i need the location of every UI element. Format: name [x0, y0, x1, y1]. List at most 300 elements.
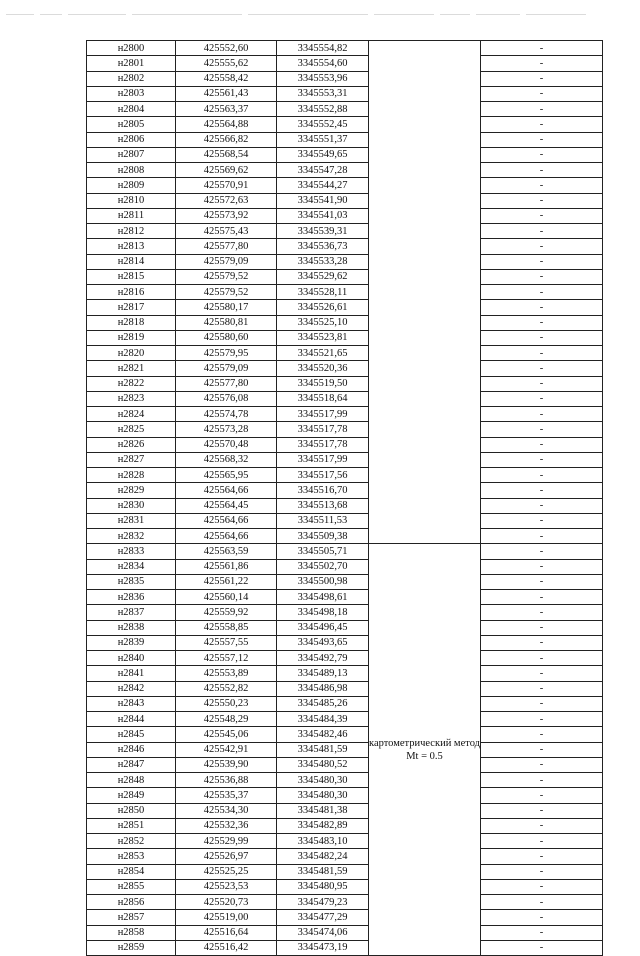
table-row [87, 147, 603, 162]
table-row [87, 193, 603, 208]
point-id-cell: н2822 [87, 376, 176, 391]
dash-cell: - [481, 620, 603, 635]
coordinates-table [86, 40, 603, 956]
dash-cell: - [481, 254, 603, 269]
point-id-cell: н2834 [87, 559, 176, 574]
x-coordinate-cell: 425561,86 [176, 559, 277, 574]
x-coordinate-cell: 425525,25 [176, 864, 277, 879]
point-id-cell: н2809 [87, 178, 176, 193]
scan-header-noise [0, 10, 640, 18]
y-coordinate-cell: 3345539,31 [277, 224, 369, 239]
x-coordinate-cell: 425566,82 [176, 132, 277, 147]
x-coordinate-cell: 425564,88 [176, 117, 277, 132]
y-coordinate-cell: 3345481,38 [277, 803, 369, 818]
point-id-cell: н2858 [87, 925, 176, 940]
x-coordinate-cell: 425516,42 [176, 940, 277, 955]
x-coordinate-cell: 425552,82 [176, 681, 277, 696]
dash-cell: - [481, 285, 603, 300]
dash-cell: - [481, 361, 603, 376]
point-id-cell: н2803 [87, 86, 176, 101]
dash-cell: - [481, 834, 603, 849]
x-coordinate-cell: 425568,54 [176, 147, 277, 162]
dash-cell: - [481, 849, 603, 864]
point-id-cell: н2812 [87, 224, 176, 239]
point-id-cell: н2846 [87, 742, 176, 757]
x-coordinate-cell: 425570,91 [176, 178, 277, 193]
point-id-cell: н2830 [87, 498, 176, 513]
dash-cell: - [481, 422, 603, 437]
x-coordinate-cell: 425569,62 [176, 163, 277, 178]
x-coordinate-cell: 425516,64 [176, 925, 277, 940]
table-row [87, 86, 603, 101]
dash-cell: - [481, 56, 603, 71]
table-row [87, 254, 603, 269]
table-row [87, 71, 603, 86]
y-coordinate-cell: 3345481,59 [277, 864, 369, 879]
y-coordinate-cell: 3345483,10 [277, 834, 369, 849]
point-id-cell: н2835 [87, 574, 176, 589]
point-id-cell: н2832 [87, 529, 176, 544]
point-id-cell: н2829 [87, 483, 176, 498]
dash-cell: - [481, 498, 603, 513]
point-id-cell: н2804 [87, 102, 176, 117]
x-coordinate-cell: 425579,95 [176, 346, 277, 361]
table-row [87, 117, 603, 132]
table-row [87, 681, 603, 696]
point-id-cell: н2839 [87, 635, 176, 650]
point-id-cell: н2816 [87, 285, 176, 300]
y-coordinate-cell: 3345482,24 [277, 849, 369, 864]
table-row [87, 498, 603, 513]
table-row [87, 849, 603, 864]
method-cell: картометрический метод Mt = 0.5 [369, 544, 481, 956]
x-coordinate-cell: 425558,42 [176, 71, 277, 86]
y-coordinate-cell: 3345529,62 [277, 269, 369, 284]
table-row [87, 361, 603, 376]
y-coordinate-cell: 3345492,79 [277, 651, 369, 666]
dash-cell: - [481, 925, 603, 940]
dash-cell: - [481, 86, 603, 101]
point-id-cell: н2815 [87, 269, 176, 284]
y-coordinate-cell: 3345552,45 [277, 117, 369, 132]
dash-cell: - [481, 163, 603, 178]
table-row [87, 635, 603, 650]
dash-cell: - [481, 315, 603, 330]
y-coordinate-cell: 3345517,78 [277, 437, 369, 452]
point-id-cell: н2854 [87, 864, 176, 879]
dash-cell: - [481, 224, 603, 239]
table-row [87, 879, 603, 894]
y-coordinate-cell: 3345519,50 [277, 376, 369, 391]
dash-cell: - [481, 300, 603, 315]
dash-cell: - [481, 940, 603, 955]
point-id-cell: н2818 [87, 315, 176, 330]
y-coordinate-cell: 3345477,29 [277, 910, 369, 925]
table-row [87, 437, 603, 452]
dash-cell: - [481, 696, 603, 711]
y-coordinate-cell: 3345551,37 [277, 132, 369, 147]
point-id-cell: н2840 [87, 651, 176, 666]
x-coordinate-cell: 425579,09 [176, 254, 277, 269]
x-coordinate-cell: 425579,52 [176, 285, 277, 300]
dash-cell: - [481, 483, 603, 498]
y-coordinate-cell: 3345496,45 [277, 620, 369, 635]
x-coordinate-cell: 425573,28 [176, 422, 277, 437]
dash-cell: - [481, 757, 603, 772]
x-coordinate-cell: 425532,36 [176, 818, 277, 833]
table-row [87, 376, 603, 391]
x-coordinate-cell: 425558,85 [176, 620, 277, 635]
x-coordinate-cell: 425535,37 [176, 788, 277, 803]
y-coordinate-cell: 3345500,98 [277, 574, 369, 589]
table-row [87, 132, 603, 147]
y-coordinate-cell: 3345547,28 [277, 163, 369, 178]
table-row [87, 346, 603, 361]
x-coordinate-cell: 425576,08 [176, 391, 277, 406]
table-row [87, 788, 603, 803]
y-coordinate-cell: 3345525,10 [277, 315, 369, 330]
y-coordinate-cell: 3345554,82 [277, 41, 369, 56]
point-id-cell: н2856 [87, 895, 176, 910]
dash-cell: - [481, 895, 603, 910]
table-row [87, 925, 603, 940]
x-coordinate-cell: 425559,92 [176, 605, 277, 620]
y-coordinate-cell: 3345517,78 [277, 422, 369, 437]
dash-cell: - [481, 590, 603, 605]
x-coordinate-cell: 425520,73 [176, 895, 277, 910]
y-coordinate-cell: 3345544,27 [277, 178, 369, 193]
y-coordinate-cell: 3345498,61 [277, 590, 369, 605]
x-coordinate-cell: 425529,99 [176, 834, 277, 849]
table-row [87, 834, 603, 849]
dash-cell: - [481, 193, 603, 208]
y-coordinate-cell: 3345482,89 [277, 818, 369, 833]
y-coordinate-cell: 3345489,13 [277, 666, 369, 681]
x-coordinate-cell: 425523,53 [176, 879, 277, 894]
x-coordinate-cell: 425564,66 [176, 483, 277, 498]
x-coordinate-cell: 425536,88 [176, 773, 277, 788]
table-row [87, 742, 603, 757]
table-row [87, 269, 603, 284]
table-row [87, 864, 603, 879]
y-coordinate-cell: 3345517,99 [277, 407, 369, 422]
y-coordinate-cell: 3345473,19 [277, 940, 369, 955]
dash-cell: - [481, 605, 603, 620]
table-row [87, 407, 603, 422]
dash-cell: - [481, 330, 603, 345]
dash-cell: - [481, 910, 603, 925]
table-row [87, 590, 603, 605]
dash-cell: - [481, 773, 603, 788]
table-row [87, 559, 603, 574]
y-coordinate-cell: 3345553,31 [277, 86, 369, 101]
y-coordinate-cell: 3345549,65 [277, 147, 369, 162]
point-id-cell: н2825 [87, 422, 176, 437]
point-id-cell: н2813 [87, 239, 176, 254]
x-coordinate-cell: 425564,66 [176, 529, 277, 544]
point-id-cell: н2833 [87, 544, 176, 559]
point-id-cell: н2838 [87, 620, 176, 635]
table-row [87, 620, 603, 635]
y-coordinate-cell: 3345482,46 [277, 727, 369, 742]
point-id-cell: н2823 [87, 391, 176, 406]
table-row [87, 803, 603, 818]
x-coordinate-cell: 425580,17 [176, 300, 277, 315]
x-coordinate-cell: 425570,48 [176, 437, 277, 452]
y-coordinate-cell: 3345479,23 [277, 895, 369, 910]
table-row [87, 910, 603, 925]
table-row [87, 224, 603, 239]
y-coordinate-cell: 3345480,52 [277, 757, 369, 772]
table-row [87, 651, 603, 666]
y-coordinate-cell: 3345523,81 [277, 330, 369, 345]
x-coordinate-cell: 425580,60 [176, 330, 277, 345]
y-coordinate-cell: 3345518,64 [277, 391, 369, 406]
x-coordinate-cell: 425555,62 [176, 56, 277, 71]
dash-cell: - [481, 559, 603, 574]
x-coordinate-cell: 425577,80 [176, 239, 277, 254]
y-coordinate-cell: 3345528,11 [277, 285, 369, 300]
dash-cell: - [481, 41, 603, 56]
table-row [87, 895, 603, 910]
x-coordinate-cell: 425579,52 [176, 269, 277, 284]
table-row [87, 727, 603, 742]
y-coordinate-cell: 3345486,98 [277, 681, 369, 696]
point-id-cell: н2821 [87, 361, 176, 376]
point-id-cell: н2836 [87, 590, 176, 605]
dash-cell: - [481, 803, 603, 818]
y-coordinate-cell: 3345554,60 [277, 56, 369, 71]
y-coordinate-cell: 3345480,30 [277, 773, 369, 788]
x-coordinate-cell: 425519,00 [176, 910, 277, 925]
y-coordinate-cell: 3345541,90 [277, 193, 369, 208]
dash-cell: - [481, 574, 603, 589]
dash-cell: - [481, 788, 603, 803]
x-coordinate-cell: 425568,32 [176, 452, 277, 467]
x-coordinate-cell: 425557,12 [176, 651, 277, 666]
table-row [87, 178, 603, 193]
table-row [87, 285, 603, 300]
table-row [87, 300, 603, 315]
table-row [87, 666, 603, 681]
y-coordinate-cell: 3345480,30 [277, 788, 369, 803]
y-coordinate-cell: 3345493,65 [277, 635, 369, 650]
point-id-cell: н2852 [87, 834, 176, 849]
y-coordinate-cell: 3345517,99 [277, 452, 369, 467]
dash-cell: - [481, 727, 603, 742]
point-id-cell: н2810 [87, 193, 176, 208]
y-coordinate-cell: 3345552,88 [277, 102, 369, 117]
table-row [87, 544, 603, 559]
point-id-cell: н2817 [87, 300, 176, 315]
table-row [87, 757, 603, 772]
point-id-cell: н2845 [87, 727, 176, 742]
dash-cell: - [481, 437, 603, 452]
method-cell-empty [369, 41, 481, 544]
table-row [87, 513, 603, 528]
dash-cell: - [481, 71, 603, 86]
y-coordinate-cell: 3345509,38 [277, 529, 369, 544]
y-coordinate-cell: 3345533,28 [277, 254, 369, 269]
dash-cell: - [481, 391, 603, 406]
dash-cell: - [481, 513, 603, 528]
dash-cell: - [481, 117, 603, 132]
point-id-cell: н2844 [87, 712, 176, 727]
dash-cell: - [481, 452, 603, 467]
y-coordinate-cell: 3345513,68 [277, 498, 369, 513]
dash-cell: - [481, 864, 603, 879]
x-coordinate-cell: 425560,14 [176, 590, 277, 605]
table-row [87, 529, 603, 544]
x-coordinate-cell: 425563,59 [176, 544, 277, 559]
dash-cell: - [481, 239, 603, 254]
table-row [87, 468, 603, 483]
x-coordinate-cell: 425573,92 [176, 208, 277, 223]
table-row [87, 56, 603, 71]
table-row [87, 208, 603, 223]
point-id-cell: н2826 [87, 437, 176, 452]
x-coordinate-cell: 425561,22 [176, 574, 277, 589]
table-row [87, 574, 603, 589]
point-id-cell: н2800 [87, 41, 176, 56]
table-row [87, 712, 603, 727]
y-coordinate-cell: 3345516,70 [277, 483, 369, 498]
x-coordinate-cell: 425565,95 [176, 468, 277, 483]
y-coordinate-cell: 3345502,70 [277, 559, 369, 574]
y-coordinate-cell: 3345541,03 [277, 208, 369, 223]
y-coordinate-cell: 3345474,06 [277, 925, 369, 940]
point-id-cell: н2820 [87, 346, 176, 361]
point-id-cell: н2801 [87, 56, 176, 71]
point-id-cell: н2855 [87, 879, 176, 894]
table-row [87, 102, 603, 117]
point-id-cell: н2859 [87, 940, 176, 955]
y-coordinate-cell: 3345505,71 [277, 544, 369, 559]
dash-cell: - [481, 529, 603, 544]
point-id-cell: н2853 [87, 849, 176, 864]
table-row [87, 696, 603, 711]
table-row [87, 452, 603, 467]
table-row [87, 41, 603, 56]
table-row [87, 605, 603, 620]
point-id-cell: н2806 [87, 132, 176, 147]
point-id-cell: н2819 [87, 330, 176, 345]
point-id-cell: н2850 [87, 803, 176, 818]
x-coordinate-cell: 425580,81 [176, 315, 277, 330]
dash-cell: - [481, 818, 603, 833]
point-id-cell: н2807 [87, 147, 176, 162]
point-id-cell: н2824 [87, 407, 176, 422]
table-row [87, 483, 603, 498]
point-id-cell: н2849 [87, 788, 176, 803]
x-coordinate-cell: 425557,55 [176, 635, 277, 650]
y-coordinate-cell: 3345553,96 [277, 71, 369, 86]
dash-cell: - [481, 666, 603, 681]
dash-cell: - [481, 346, 603, 361]
dash-cell: - [481, 132, 603, 147]
point-id-cell: н2848 [87, 773, 176, 788]
point-id-cell: н2842 [87, 681, 176, 696]
table-row [87, 940, 603, 955]
point-id-cell: н2831 [87, 513, 176, 528]
x-coordinate-cell: 425526,97 [176, 849, 277, 864]
y-coordinate-cell: 3345526,61 [277, 300, 369, 315]
point-id-cell: н2802 [87, 71, 176, 86]
dash-cell: - [481, 147, 603, 162]
dash-cell: - [481, 635, 603, 650]
table-row [87, 818, 603, 833]
dash-cell: - [481, 468, 603, 483]
x-coordinate-cell: 425548,29 [176, 712, 277, 727]
x-coordinate-cell: 425564,45 [176, 498, 277, 513]
y-coordinate-cell: 3345480,95 [277, 879, 369, 894]
point-id-cell: н2805 [87, 117, 176, 132]
x-coordinate-cell: 425575,43 [176, 224, 277, 239]
x-coordinate-cell: 425552,60 [176, 41, 277, 56]
table-row [87, 391, 603, 406]
table-row [87, 239, 603, 254]
y-coordinate-cell: 3345517,56 [277, 468, 369, 483]
dash-cell: - [481, 269, 603, 284]
y-coordinate-cell: 3345536,73 [277, 239, 369, 254]
x-coordinate-cell: 425534,30 [176, 803, 277, 818]
dash-cell: - [481, 208, 603, 223]
dash-cell: - [481, 376, 603, 391]
dash-cell: - [481, 178, 603, 193]
dash-cell: - [481, 102, 603, 117]
point-id-cell: н2837 [87, 605, 176, 620]
x-coordinate-cell: 425542,91 [176, 742, 277, 757]
point-id-cell: н2814 [87, 254, 176, 269]
point-id-cell: н2828 [87, 468, 176, 483]
x-coordinate-cell: 425574,78 [176, 407, 277, 422]
point-id-cell: н2827 [87, 452, 176, 467]
dash-cell: - [481, 712, 603, 727]
point-id-cell: н2847 [87, 757, 176, 772]
x-coordinate-cell: 425553,89 [176, 666, 277, 681]
point-id-cell: н2851 [87, 818, 176, 833]
point-id-cell: н2857 [87, 910, 176, 925]
y-coordinate-cell: 3345511,53 [277, 513, 369, 528]
dash-cell: - [481, 544, 603, 559]
x-coordinate-cell: 425572,63 [176, 193, 277, 208]
x-coordinate-cell: 425563,37 [176, 102, 277, 117]
dash-cell: - [481, 681, 603, 696]
y-coordinate-cell: 3345484,39 [277, 712, 369, 727]
point-id-cell: н2811 [87, 208, 176, 223]
y-coordinate-cell: 3345498,18 [277, 605, 369, 620]
table-row [87, 422, 603, 437]
dash-cell: - [481, 879, 603, 894]
y-coordinate-cell: 3345520,36 [277, 361, 369, 376]
dash-cell: - [481, 651, 603, 666]
x-coordinate-cell: 425545,06 [176, 727, 277, 742]
table-row [87, 330, 603, 345]
x-coordinate-cell: 425564,66 [176, 513, 277, 528]
x-coordinate-cell: 425561,43 [176, 86, 277, 101]
dash-cell: - [481, 407, 603, 422]
x-coordinate-cell: 425579,09 [176, 361, 277, 376]
table-row [87, 315, 603, 330]
table-row [87, 773, 603, 788]
x-coordinate-cell: 425550,23 [176, 696, 277, 711]
x-coordinate-cell: 425577,80 [176, 376, 277, 391]
y-coordinate-cell: 3345521,65 [277, 346, 369, 361]
point-id-cell: н2841 [87, 666, 176, 681]
point-id-cell: н2808 [87, 163, 176, 178]
y-coordinate-cell: 3345485,26 [277, 696, 369, 711]
table-row [87, 163, 603, 178]
